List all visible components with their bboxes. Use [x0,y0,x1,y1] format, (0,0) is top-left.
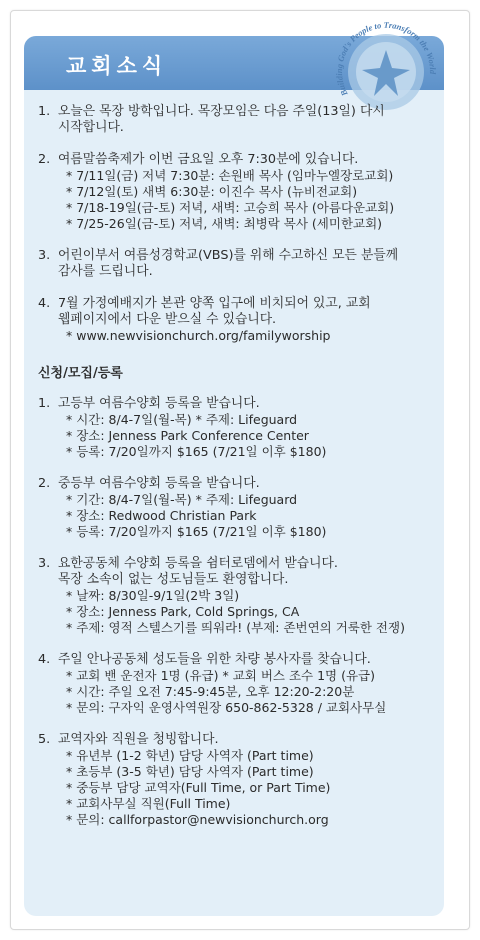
item-text: 여름말씀축제가 이번 금요일 오후 7:30분에 있습니다. [58,152,359,167]
item-number: 4. [38,296,51,311]
item-detail: * www.newvisionchurch.org/familyworship [66,328,331,343]
item-text: 감사를 드립니다. [58,264,153,279]
item-number: 1. [38,104,51,119]
item-text: 중등부 여름수양회 등록을 받습니다. [58,476,260,491]
item-body [58,556,438,636]
item-detail: * 교회사무실 직원(Full Time) [66,796,231,811]
item-detail: * 초등부 (3-5 학년) 담당 사역자 (Part time) [66,764,314,779]
item-detail: * 중등부 담당 교역자(Full Time, or Part Time) [66,780,331,795]
item-detail: * 7/12일(토) 새벽 6:30분: 이진수 목사 (뉴비전교회) [66,184,358,199]
item-body [58,104,438,136]
item-body [58,248,438,280]
item-detail: * 시간: 주일 오전 7:45-9:45분, 오후 12:20-2:20분 [66,684,355,699]
item-detail: * 장소: Jenness Park, Cold Springs, CA [66,604,300,619]
item-detail: * 7/11일(금) 저녁 7:30분: 손원배 목사 (임마누엘장로교회) [66,168,394,183]
item-detail: * 날짜: 8/30일-9/1일(2박 3일) [66,588,240,603]
registration-list [38,396,438,828]
item-number: 2. [38,152,51,167]
section-title: 신청/모집/등록 [38,366,123,381]
news-list [38,104,438,344]
item-number: 5. [38,732,51,747]
list-item [38,476,438,540]
item-detail: * 장소: Redwood Christian Park [66,508,257,523]
item-body [58,652,438,716]
item-number: 3. [38,556,51,571]
item-detail: * 시간: 8/4-7일(월-목) * 주제: Lifeguard [66,412,298,427]
item-detail: * 7/25-26일(금-토) 저녁, 새벽: 최병락 목사 (세미한교회) [66,216,383,231]
list-item [38,396,438,460]
item-body [58,152,438,232]
item-body [58,396,438,460]
item-detail: * 문의: callforpastor@newvisionchurch.org [66,812,329,827]
item-detail: * 등록: 7/20일까지 $165 (7/21일 이후 $180) [66,524,327,539]
item-number: 1. [38,396,51,411]
item-text: 목장 소속이 없는 성도님들도 환영합니다. [58,572,289,587]
item-number: 3. [38,248,51,263]
item-body [58,476,438,540]
item-detail: * 문의: 구자익 운영사역원장 650-862-5328 / 교회사무실 [66,700,387,715]
item-number: 4. [38,652,51,667]
item-text: 요한공동체 수양회 등록을 쉼터로뎀에서 받습니다. [58,556,338,571]
list-item [38,152,438,232]
page-title: 교회소식 [66,54,168,78]
item-detail: * 등록: 7/20일까지 $165 (7/21일 이후 $180) [66,444,327,459]
item-detail: * 주제: 영적 스텔스기를 띄워라! (부제: 존번연의 거룩한 전쟁) [66,620,405,635]
item-text: 웹페이지에서 다운 받으실 수 있습니다. [58,312,277,327]
item-text: 시작합니다. [58,120,124,135]
item-detail: * 장소: Jenness Park Conference Center [66,428,309,443]
item-detail: * 교회 밴 운전자 1명 (유급) * 교회 버스 조수 1명 (유급) [66,668,375,683]
item-detail: * 유년부 (1-2 학년) 담당 사역자 (Part time) [66,748,314,763]
item-text: 어린이부서 여름성경학교(VBS)를 위해 수고하신 모든 분들께 [58,248,399,263]
logo-motto: Building God's People to Transform the World [333,19,439,98]
content [38,104,438,844]
list-item [38,104,438,136]
item-text: 교역자와 직원을 청빙합니다. [58,732,219,747]
item-number: 2. [38,476,51,491]
item-detail: * 기간: 8/4-7일(월-목) * 주제: Lifeguard [66,492,298,507]
item-body [58,732,438,828]
list-item [38,652,438,716]
list-item [38,556,438,636]
item-text: 고등부 여름수양회 등록을 받습니다. [58,396,260,411]
item-text: 7월 가정예배지가 본관 양쪽 입구에 비치되어 있고, 교회 [58,296,371,311]
list-item [38,248,438,280]
item-body [58,296,438,344]
list-item [38,296,438,344]
item-text: 오늘은 목장 방학입니다. 목장모임은 다음 주일(13일) 다시 [58,104,385,119]
list-item [38,732,438,828]
item-text: 주일 안나공동체 성도들을 위한 차량 봉사자를 찾습니다. [58,652,371,667]
item-detail: * 7/18-19일(금-토) 저녁, 새벽: 고승희 목사 (아름다운교회) [66,200,395,215]
